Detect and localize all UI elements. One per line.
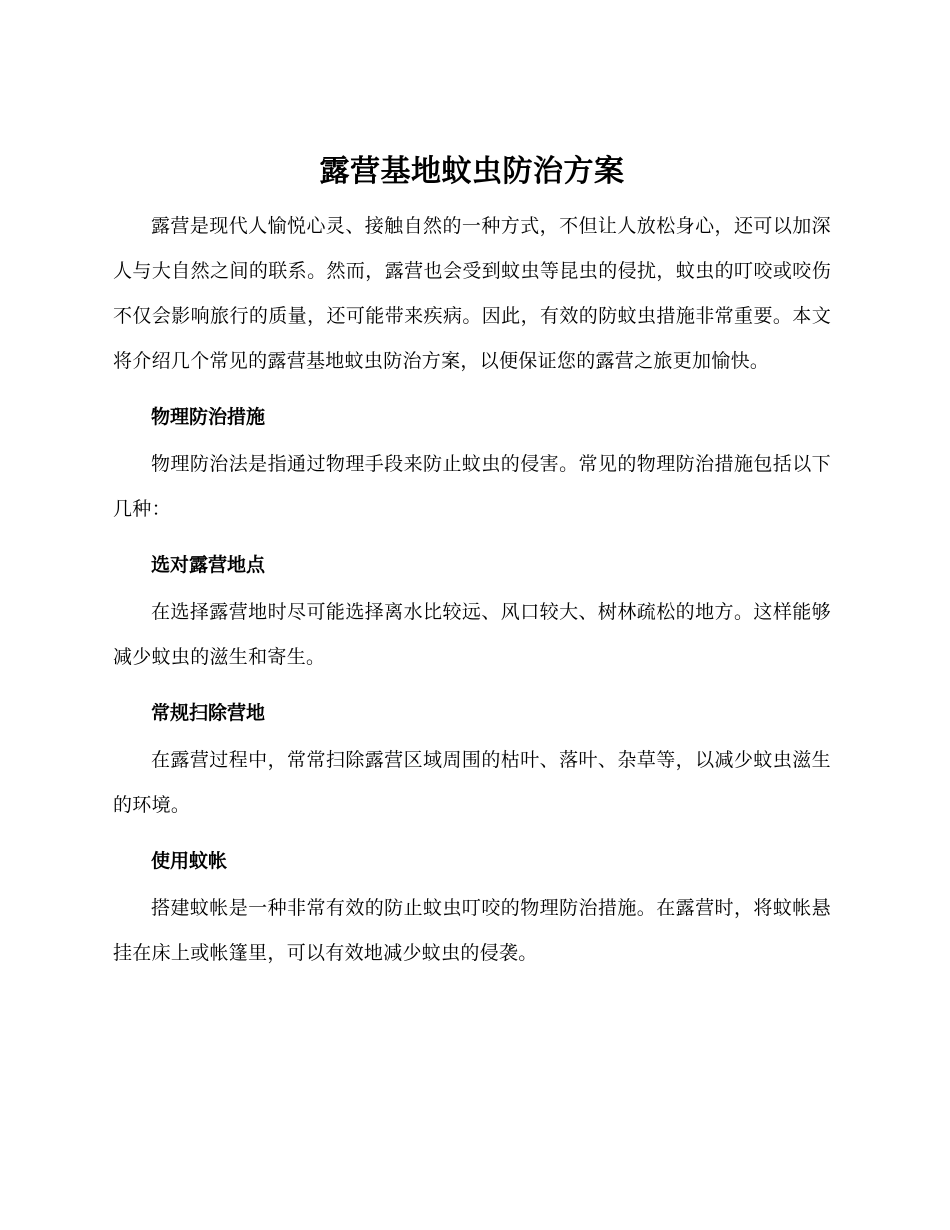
section-paragraph-clean-campsite: 在露营过程中，常常扫除露营区域周围的枯叶、落叶、杂草等，以减少蚊虫滋生的环境。 — [113, 749, 831, 816]
document-title: 露营基地蚊虫防治方案 — [319, 154, 625, 189]
intro-paragraph: 露营是现代人愉悦心灵、接触自然的一种方式，不但让人放松身心，还可以加深人与大自然之间的联系。然而，露营也会受到蚊虫等昆虫的侵扰，蚊虫的叮咬或咬伤不仅会影响旅行的质量，还可能带来疾病。因此，有效的防蚊虫措施非常重要。本文将介绍几个常见的露营基地蚊虫防治方案，以便保证您的露营之旅更加愉快。 — [113, 215, 831, 372]
section-heading-clean-campsite: 常规扫除营地 — [151, 702, 266, 724]
section-heading-choose-site: 选对露营地点 — [151, 554, 266, 576]
document-page — [113, 150, 831, 976]
section-paragraph-physical-control: 物理防治法是指通过物理手段来防止蚊虫的侵害。常见的物理防治措施包括以下几种： — [113, 453, 831, 520]
section-paragraph-mosquito-net: 搭建蚊帐是一种非常有效的防止蚊虫叮咬的物理防治措施。在露营时，将蚊帐悬挂在床上或帐篷里，可以有效地减少蚊虫的侵袭。 — [113, 897, 831, 964]
section-heading-mosquito-net: 使用蚊帐 — [151, 850, 228, 872]
section-paragraph-choose-site: 在选择露营地时尽可能选择离水比较远、风口较大、树林疏松的地方。这样能够减少蚊虫的滋生和寄生。 — [113, 601, 831, 668]
section-heading-physical-control: 物理防治措施 — [151, 406, 266, 428]
